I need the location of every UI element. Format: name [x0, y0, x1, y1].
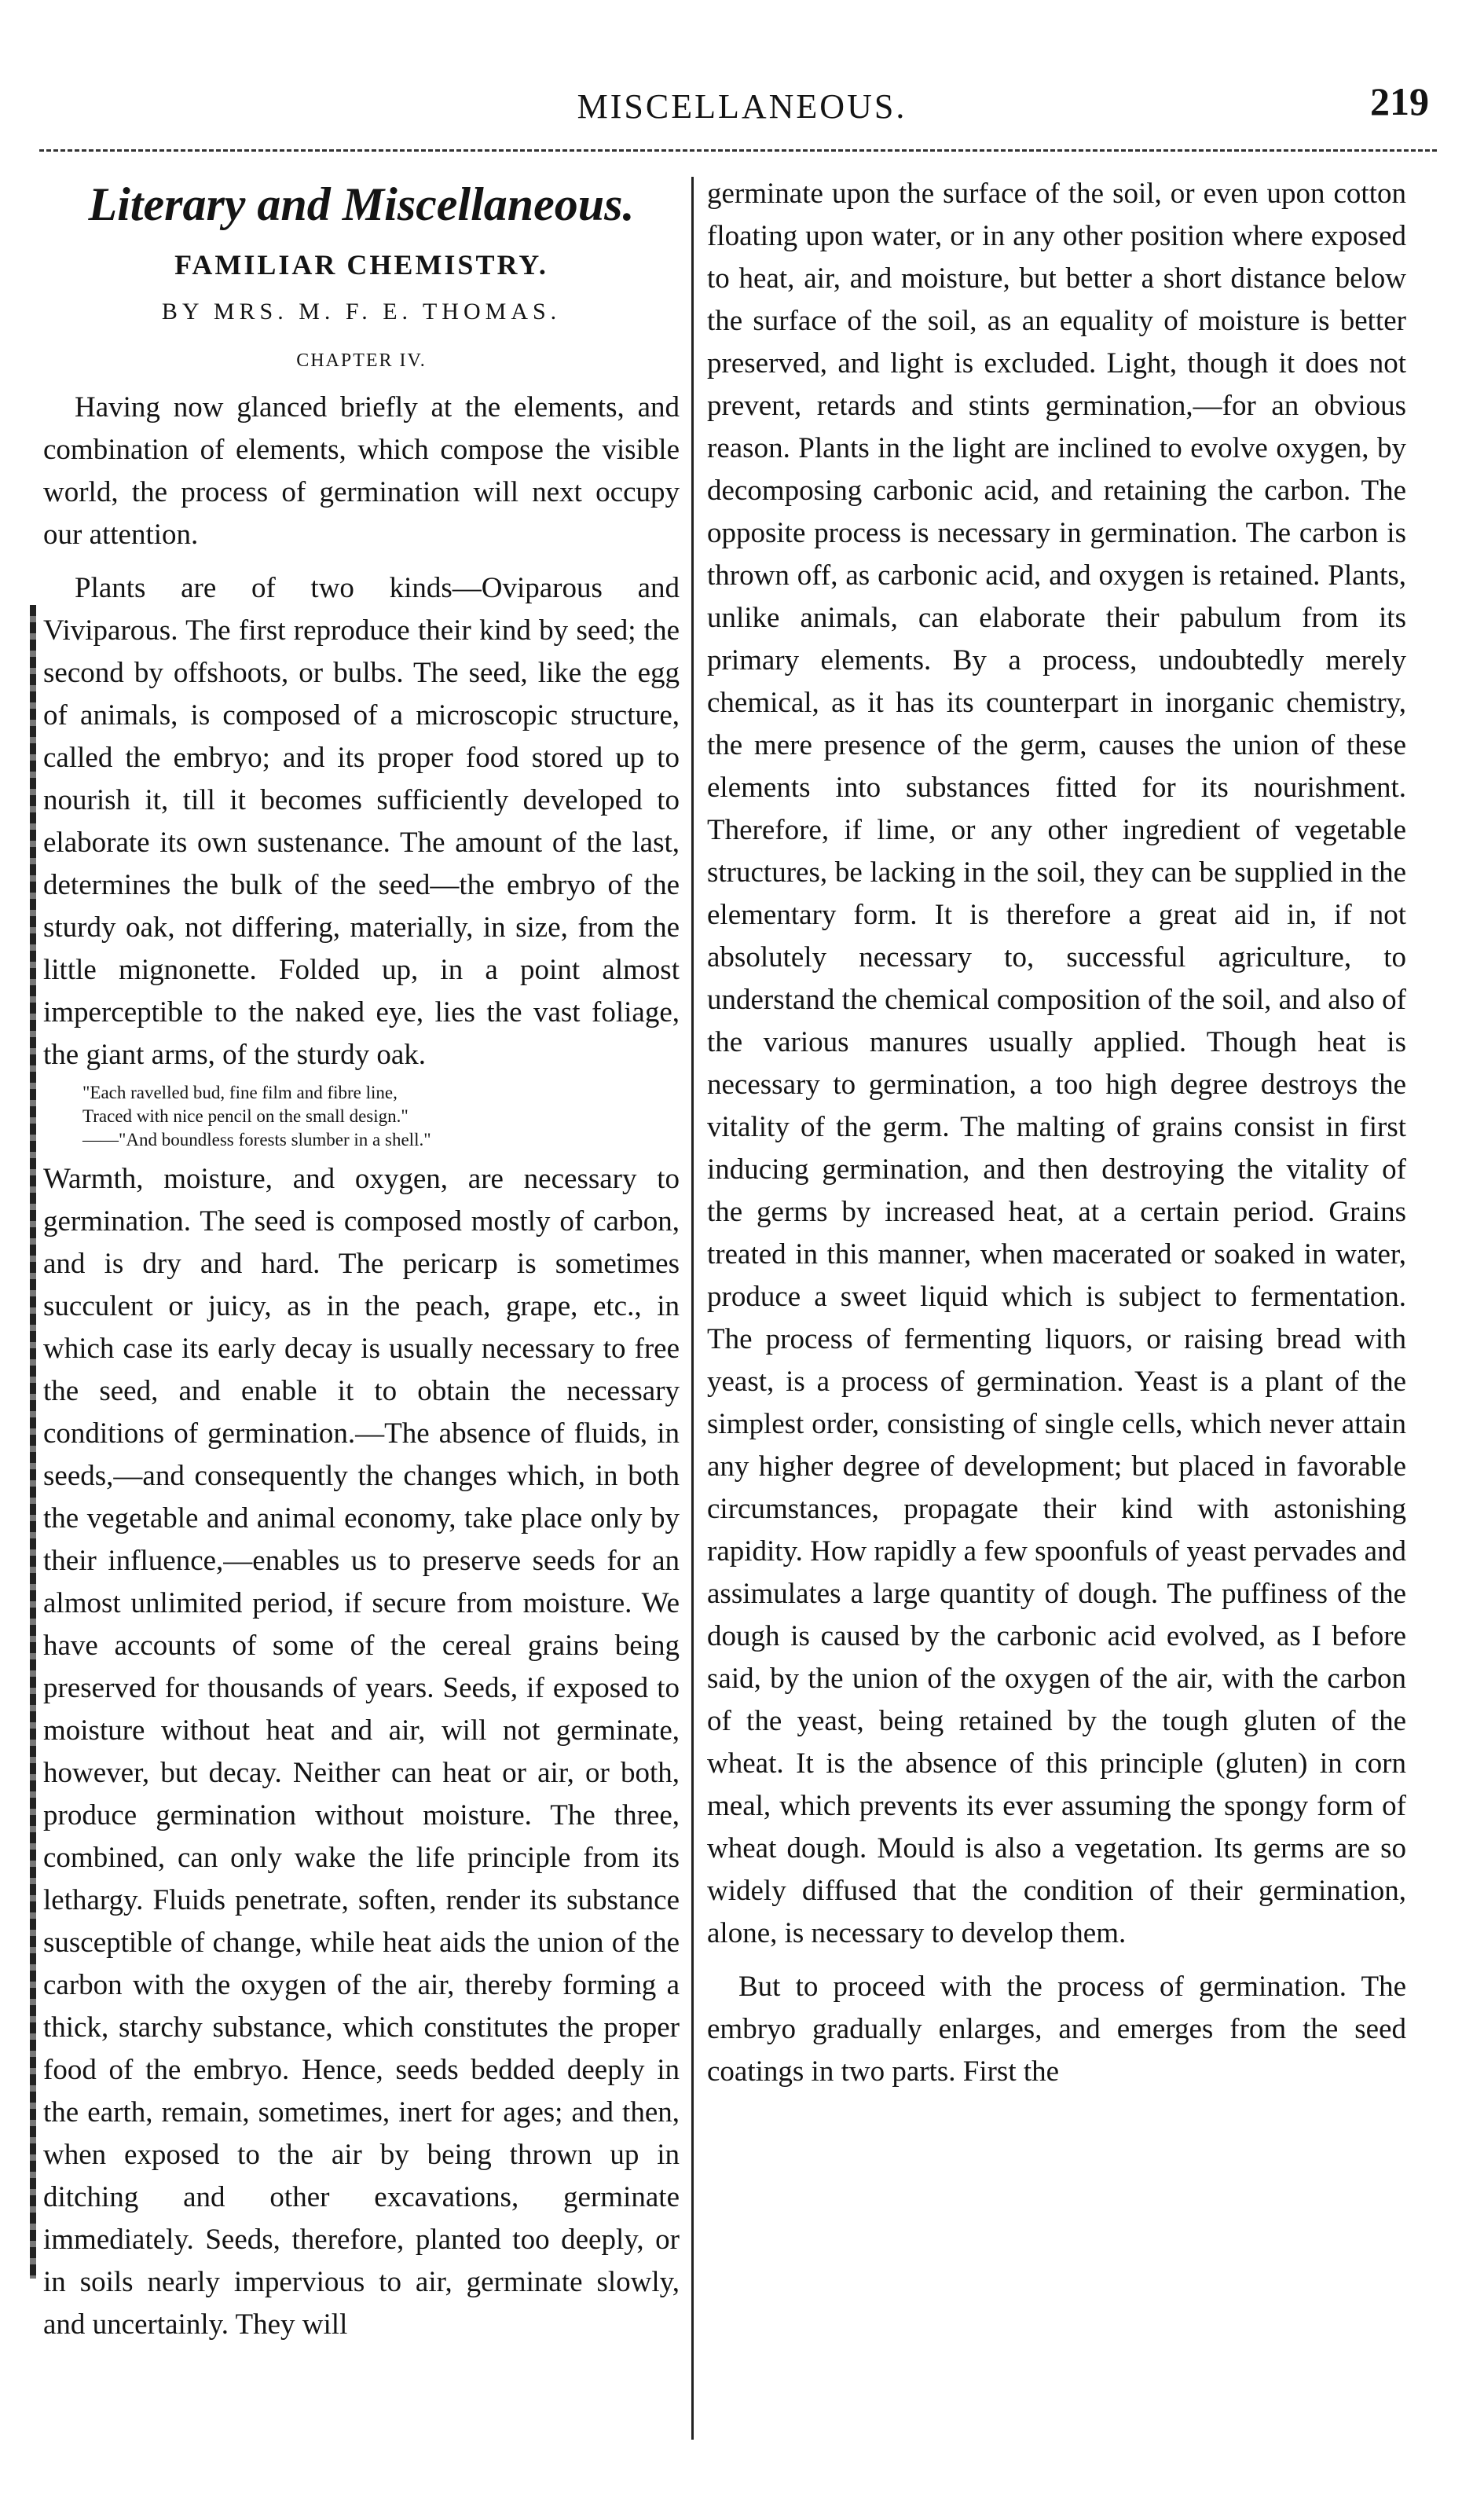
page-header — [0, 79, 1484, 149]
column-divider — [691, 177, 694, 2440]
header-rule — [39, 149, 1437, 152]
section-title: Literary and Miscellaneous. — [88, 178, 635, 230]
verse-line: ——"And boundless forests slumber in a shell." — [82, 1130, 431, 1150]
paragraph: Having now glanced briefly at the elements, and combination of elements, which compose the visible world, the process of germination will next occupy our attention. — [43, 391, 680, 551]
paragraph: Plants are of two kinds—Oviparous and Viviparous. The first reproduce their kind by seed; the second by offshoots, or bulbs. The seed, like the egg of animals, is composed of a microscopic structure, called the embryo; and its proper food stored up to nourish it, till it becomes sufficiently developed to elaborate its own sustenance. The amount of the last, determines the bulk of the seed—the embryo of the sturdy oak, not differing, materially, in size, from the little mignonette. Folded up, in a point almost imperceptible to the naked eye, lies the vast foliage, the giant arms, of the sturdy oak. — [43, 572, 680, 1071]
verse-line: Traced with nice pencil on the small design." — [82, 1106, 409, 1126]
chapter-heading: CHAPTER IV. — [296, 350, 427, 371]
binding-edge — [30, 605, 36, 2279]
running-head: MISCELLANEOUS. — [577, 87, 907, 126]
verse-quote — [82, 1081, 680, 1152]
paragraph: But to proceed with the process of germination. The embryo gradually enlarges, and emerges from the seed coatings in two parts. First the — [707, 1971, 1406, 2088]
byline: BY MRS. M. F. E. THOMAS. — [161, 299, 562, 324]
page-number: 219 — [1370, 79, 1429, 123]
right-column — [707, 173, 1406, 2093]
left-column — [43, 173, 680, 2346]
verse-line: "Each ravelled bud, fine film and fibre line, — [82, 1083, 398, 1102]
article-title: FAMILIAR CHEMISTRY. — [174, 249, 548, 280]
paragraph: Warmth, moisture, and oxygen, are necessary to germination. The seed is composed mostly of carbon, and is dry and hard. The pericarp is sometimes succulent or juicy, as in the peach, grape, etc., in which case its early decay is usually necessary to free the seed, and enable it to obtain the necessary conditions of germination.—The absence of fluids, in seeds,—and consequently the changes which, in both the vegetable and animal economy, take place only by their influence,—enables us to preserve seeds for an almost unlimited period, if secure from moisture. We have accounts of some of the cereal grains being preserved for thousands of years. Seeds, if exposed to moisture without heat and air, will not germinate, however, but decay. Neither can heat or air, or both, produce germination without moisture. The three, combined, can only wake the life principle from its lethargy. Fluids penetrate, soften, render its substance susceptible of change, while heat aids the union of the carbon with the oxygen of the air, thereby forming a thick, starchy substance, which constitutes the proper food of the embryo. Hence, seeds bedded deeply in the earth, remain, sometimes, inert for ages; and then, when exposed to the air by being thrown up in ditching and other excavations, germinate immediately. Seeds, therefore, planted too deeply, or in soils nearly impervious to air, germinate slowly, and uncertainly. They will — [43, 1163, 680, 2341]
paragraph: germinate upon the surface of the soil, or even upon cotton floating upon water, or in any other position where exposed to heat, air, and moisture, but better a short distance below the surface of the soil, as an equality of moisture is better preserved, and light is excluded. Light, though it does not prevent, retards and stints germination,—for an obvious reason. Plants in the light are inclined to evolve oxygen, by decomposing carbonic acid, and retaining the carbon. The opposite process is necessary in germination. The carbon is thrown off, as carbonic acid, and oxygen is retained. Plants, unlike animals, can elaborate their pabulum from its primary elements. By a process, undoubtedly merely chemical, as it has its counterpart in inorganic chemistry, the mere presence of the germ, causes the union of these elements into substances fitted for its nourishment. Therefore, if lime, or any other ingredient of vegetable structures, be lacking in the soil, they can be supplied in the elementary form. It is therefore a great aid in, if not absolutely necessary to, successful agriculture, to understand the chemical composition of the soil, and also of the various manures usually applied. Though heat is necessary to germination, a too high degree destroys the vitality of the germ. The malting of grains consist in first inducing germination, and then destroying the vitality of the germs by increased heat, at a certain period. Grains treated in this manner, when macerated or soaked in water, produce a sweet liquid which is subject to fermentation. The process of fermenting liquors, or raising bread with yeast, is a process of germination. Yeast is a plant of the simplest order, consisting of single cells, which never attain any higher degree of development; but placed in favorable circumstances, propagate their kind with astonishing rapidity. How rapidly a few spoonfuls of yeast pervades and assimulates a large quantity of dough. The puffiness of the dough is caused by the carbonic acid evolved, as I before said, by the union of the oxygen of the air, with the carbon of the yeast, being retained by the tough gluten of the wheat. It is the absence of this principle (gluten) in corn meal, which prevents its ever assuming the spongy form of wheat dough. Mould is also a vegetation. Its germs are so widely diffused that the condition of their germination, alone, is necessary to develop them. — [707, 178, 1406, 1949]
